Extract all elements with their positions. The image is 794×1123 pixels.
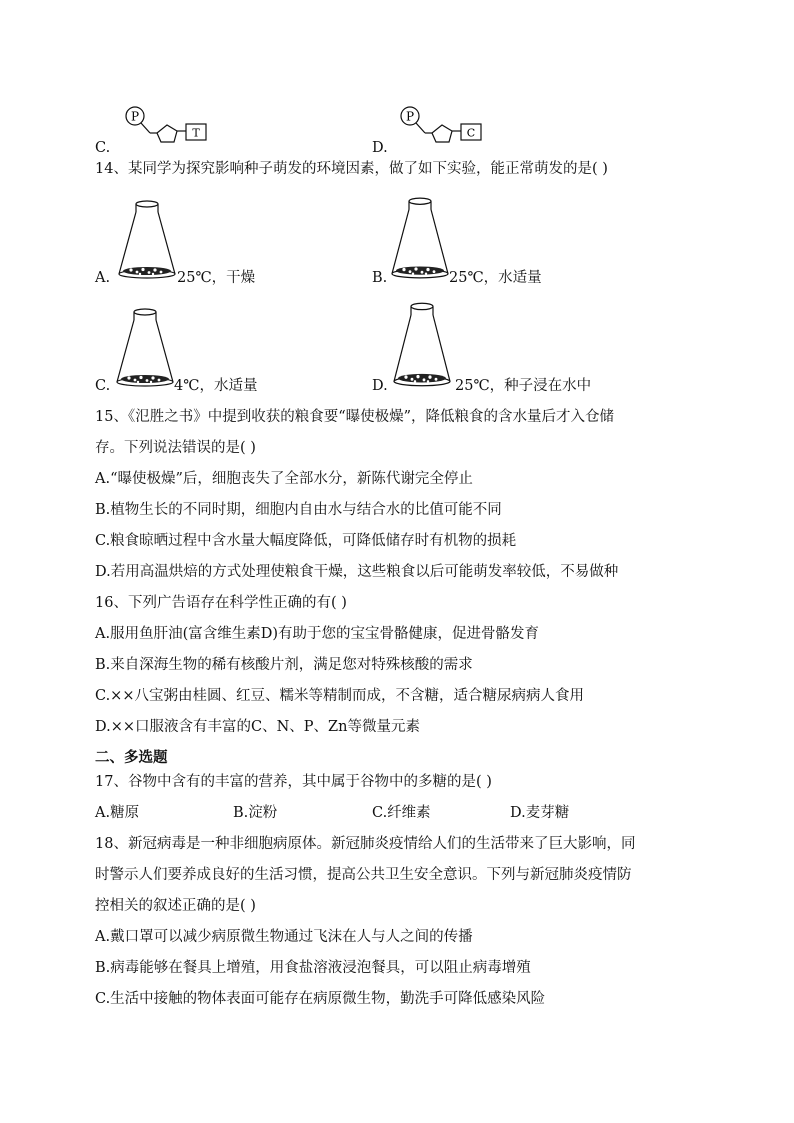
- q15-option-b: B.植物生长的不同时期，细胞内自由水与结合水的比值可能不同: [95, 502, 502, 518]
- q15-option-a: A.“曝使极燥”后，细胞丧失了全部水分，新陈代谢完全停止: [95, 471, 473, 487]
- q14-flask-c: [115, 306, 177, 390]
- q14-option-b-label: B.: [372, 270, 388, 286]
- q16-option-c: C.××八宝粥由桂圆、红豆、糯米等精制而成，不含糖，适合糖尿病病人食用: [95, 688, 584, 704]
- q14-option-d-label: D.: [372, 378, 388, 394]
- q14-option-c-condition: 4℃，水适量: [174, 378, 258, 394]
- q13-nucleotide-diagram-c: [120, 104, 220, 150]
- q18-stem-line3: 控相关的叙述正确的是( ): [95, 898, 256, 914]
- q13-option-d-label: D.: [372, 140, 388, 156]
- q17-stem: 17、谷物中含有的丰富的营养，其中属于谷物中的多糖的是( ): [95, 774, 492, 790]
- q18-stem-line2: 时警示人们要养成良好的生活习惯，提高公共卫生安全意识。下列与新冠肺炎疫情防: [95, 867, 632, 883]
- q14-stem: 14、某同学为探究影响种子萌发的环境因素，做了如下实验，能正常萌发的是( ): [95, 161, 608, 177]
- q17-option-d: D.麦芽糖: [510, 805, 570, 821]
- q14-option-a-label: A.: [95, 270, 111, 286]
- q14-flask-d: [392, 300, 454, 390]
- q16-option-a: A.服用鱼肝油(富含维生素D)有助于您的宝宝骨骼健康，促进骨骼发育: [95, 626, 540, 642]
- q17-option-a: A.糖原: [95, 805, 140, 821]
- section-title-multiple-choice: 二、多选题: [95, 749, 168, 766]
- q15-stem-line2: 存。下列说法错误的是( ): [95, 440, 256, 456]
- q18-stem-line1: 18、新冠病毒是一种非细胞病原体。新冠肺炎疫情给人们的生活带来了巨大影响，同: [95, 836, 636, 852]
- q13-option-c-label: C.: [95, 140, 111, 156]
- q17-option-c: C.纤维素: [372, 805, 431, 821]
- q13-c-phosphate-letter: P: [130, 109, 140, 124]
- q14-flask-a: [117, 198, 179, 282]
- q13-d-base-letter: C: [466, 126, 476, 140]
- q15-stem-line1: 15、《氾胜之书》中提到收获的粮食要“曝使极燥”，降低粮食的含水量后才入仓储: [95, 409, 615, 425]
- q18-option-c: C.生活中接触的物体表面可能存在病原微生物，勤洗手可降低感染风险: [95, 991, 546, 1007]
- q14-option-a-condition: 25℃，干燥: [177, 270, 256, 286]
- q14-option-b-condition: 25℃，水适量: [449, 270, 542, 286]
- q13-nucleotide-diagram-d: [395, 104, 495, 150]
- q16-option-b: B.来自深海生物的稀有核酸片剂，满足您对特殊核酸的需求: [95, 657, 473, 673]
- q16-option-d: D.××口服液含有丰富的C、N、P、Zn等微量元素: [95, 719, 420, 735]
- q18-option-b: B.病毒能够在餐具上增殖，用食盐溶液浸泡餐具，可以阻止病毒增殖: [95, 960, 531, 976]
- q13-c-base-letter: T: [192, 126, 200, 140]
- q18-option-a: A.戴口罩可以减少病原微生物通过飞沫在人与人之间的传播: [95, 929, 473, 945]
- q15-option-d: D.若用高温烘焙的方式处理使粮食干燥，这些粮食以后可能萌发率较低，不易做种: [95, 564, 619, 580]
- q17-option-b: B.淀粉: [233, 805, 278, 821]
- q14-option-c-label: C.: [95, 378, 111, 394]
- q13-d-phosphate-letter: P: [405, 109, 415, 124]
- q16-stem: 16、下列广告语存在科学性正确的有( ): [95, 595, 347, 611]
- q15-option-c: C.粮食晾晒过程中含水量大幅度降低，可降低储存时有机物的损耗: [95, 533, 517, 549]
- q14-flask-b: [390, 195, 452, 282]
- q14-option-d-condition: 25℃，种子浸在水中: [455, 378, 592, 394]
